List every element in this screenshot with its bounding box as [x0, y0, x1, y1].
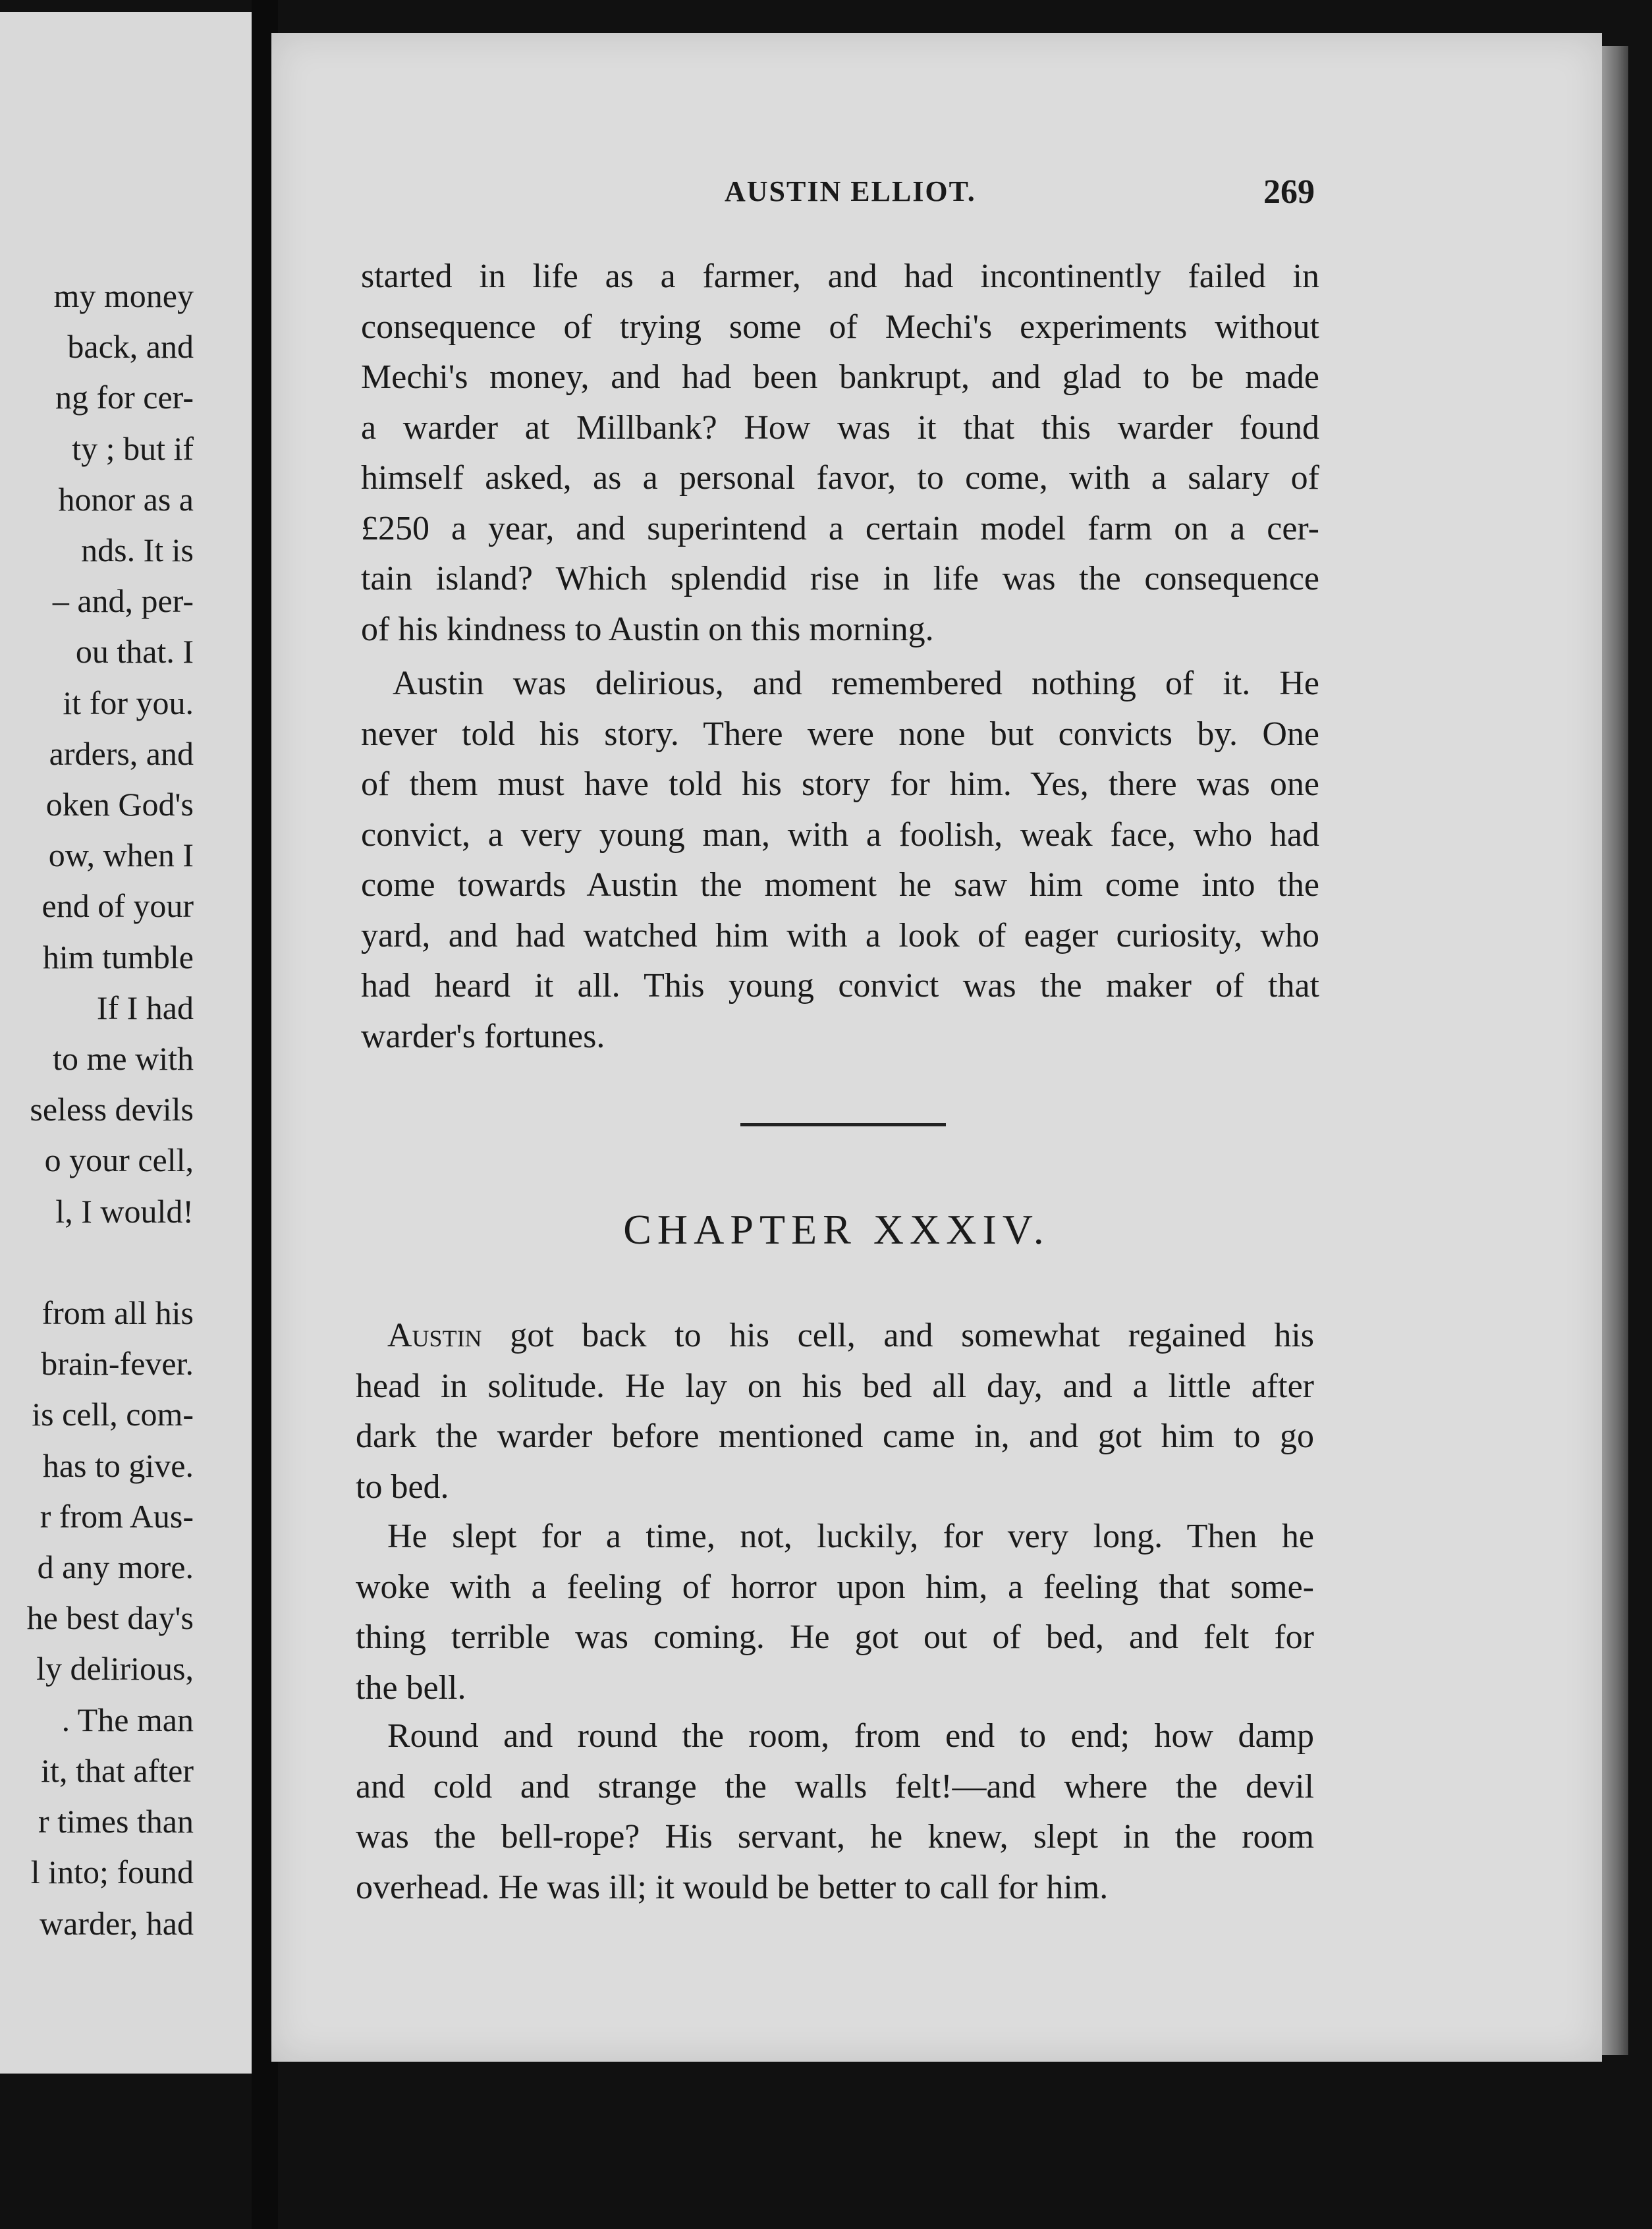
text-line: himself asked, as a personal favor, to come, with a salary of: [361, 459, 1319, 497]
text-line: head in solitude. He lay on his bed all day, and a little after: [356, 1367, 1314, 1405]
text-line: to bed.: [356, 1468, 449, 1506]
running-head: AUSTIN ELLIOT.: [725, 175, 976, 207]
text-line: d any more.: [37, 1549, 194, 1586]
text-line: r times than: [38, 1803, 194, 1840]
text-line: nds. It is: [81, 532, 194, 569]
text-line: of his kindness to Austin on this morning.: [361, 610, 934, 648]
text-line: seless devils: [30, 1091, 194, 1128]
text-line: dark the warder before mentioned came in, and got him to go: [356, 1417, 1314, 1455]
text-line: had heard it all. This young convict was the maker of that: [361, 967, 1319, 1004]
text-line: from all his: [41, 1294, 194, 1332]
text-line: oken God's: [45, 786, 194, 823]
text-line: ly delirious,: [36, 1650, 194, 1688]
text-line: come towards Austin the moment he saw him come into the: [361, 866, 1319, 904]
text-line: £250 a year, and superintend a certain model farm on a cer-: [361, 509, 1319, 547]
text-line: thing terrible was coming. He got out of bed, and felt for: [356, 1618, 1314, 1656]
text-line: Austin was delirious, and remembered nothing of it. He: [393, 665, 1319, 702]
text-line: honor as a: [58, 480, 194, 518]
text-line: back, and: [67, 328, 194, 366]
text-line: Mechi's money, and had been bankrupt, and glad to be made: [361, 358, 1319, 396]
text-line: Round and round the room, from end to end; how damp: [387, 1717, 1314, 1755]
paragraph: [361, 659, 1319, 1062]
text-line: it, that after: [41, 1751, 194, 1789]
chapter-opening-word: Austin: [387, 1317, 482, 1354]
text-run: got back to his cell, and somewhat regained his: [482, 1317, 1314, 1354]
previous-page-fragment: [0, 12, 252, 2074]
text-line: end of your: [41, 887, 194, 925]
text-line: has to give.: [42, 1446, 194, 1484]
text-line: arders, and: [49, 734, 194, 772]
page-edge: [1602, 46, 1628, 2055]
text-line: convict, a very young man, with a foolish, weak face, who had: [361, 815, 1319, 854]
chapter-paragraph: [356, 1711, 1314, 1913]
text-line: is cell, com-: [32, 1396, 194, 1433]
text-line: never told his story. There were none but convicts by. One: [361, 715, 1319, 753]
text-line: my money: [53, 277, 194, 314]
text-line: ty ; but if: [72, 429, 194, 467]
text-line: – and, per-: [52, 582, 194, 620]
text-line: consequence of trying some of Mechi's experiments without: [361, 308, 1319, 346]
text-line: o your cell,: [44, 1142, 194, 1179]
page-number: 269: [1263, 173, 1315, 211]
text-line: He slept for a time, not, luckily, for very long. Then he: [387, 1518, 1314, 1555]
text-line: [27, 1237, 194, 1288]
text-line: of them must have told his story for him. Yes, there was one: [361, 765, 1319, 803]
paragraph-continued: [361, 252, 1319, 655]
text-line: woke with a feeling of horror upon him, a feeling that some-: [356, 1568, 1314, 1606]
text-line: to me with: [53, 1040, 194, 1078]
chapter-paragraph: [356, 1512, 1314, 1713]
chapter-paragraph: [356, 1311, 1314, 1512]
text-line: l, I would!: [55, 1192, 194, 1230]
text-line: the bell.: [356, 1668, 466, 1707]
text-line: . The man: [61, 1701, 194, 1738]
text-line: he best day's: [26, 1599, 194, 1637]
text-line: ow, when I: [48, 837, 194, 874]
text-line: warder's fortunes.: [361, 1017, 605, 1055]
text-line: it for you.: [63, 684, 194, 721]
previous-page-text: [27, 271, 194, 1949]
text-line: overhead. He was ill; it would be better to call for him.: [356, 1868, 1109, 1906]
section-rule: [740, 1123, 946, 1126]
chapter-heading: CHAPTER XXXIV.: [623, 1206, 1050, 1253]
text-line: warder, had: [40, 1904, 194, 1942]
text-line: tain island? Which splendid rise in life was the consequence: [361, 560, 1319, 597]
text-line: yard, and had watched him with a look of eager curiosity, who: [361, 916, 1319, 954]
text-line: ou that. I: [75, 633, 194, 671]
text-line: a warder at Millbank? How was it that this warder found: [361, 408, 1319, 447]
text-line: If I had: [96, 989, 194, 1026]
text-line: him tumble: [42, 938, 194, 976]
text-line: [356, 1311, 1314, 1362]
text-line: r from Aus-: [40, 1497, 194, 1535]
text-line: l into; found: [30, 1854, 194, 1891]
text-line: brain-fever.: [41, 1345, 194, 1383]
text-line: ng for cer-: [55, 379, 194, 416]
text-line: started in life as a farmer, and had incontinently failed in: [361, 258, 1319, 295]
text-line: was the bell-rope? His servant, he knew, slept in the room: [356, 1818, 1314, 1856]
text-line: and cold and strange the walls felt!—and where the devil: [356, 1767, 1314, 1805]
